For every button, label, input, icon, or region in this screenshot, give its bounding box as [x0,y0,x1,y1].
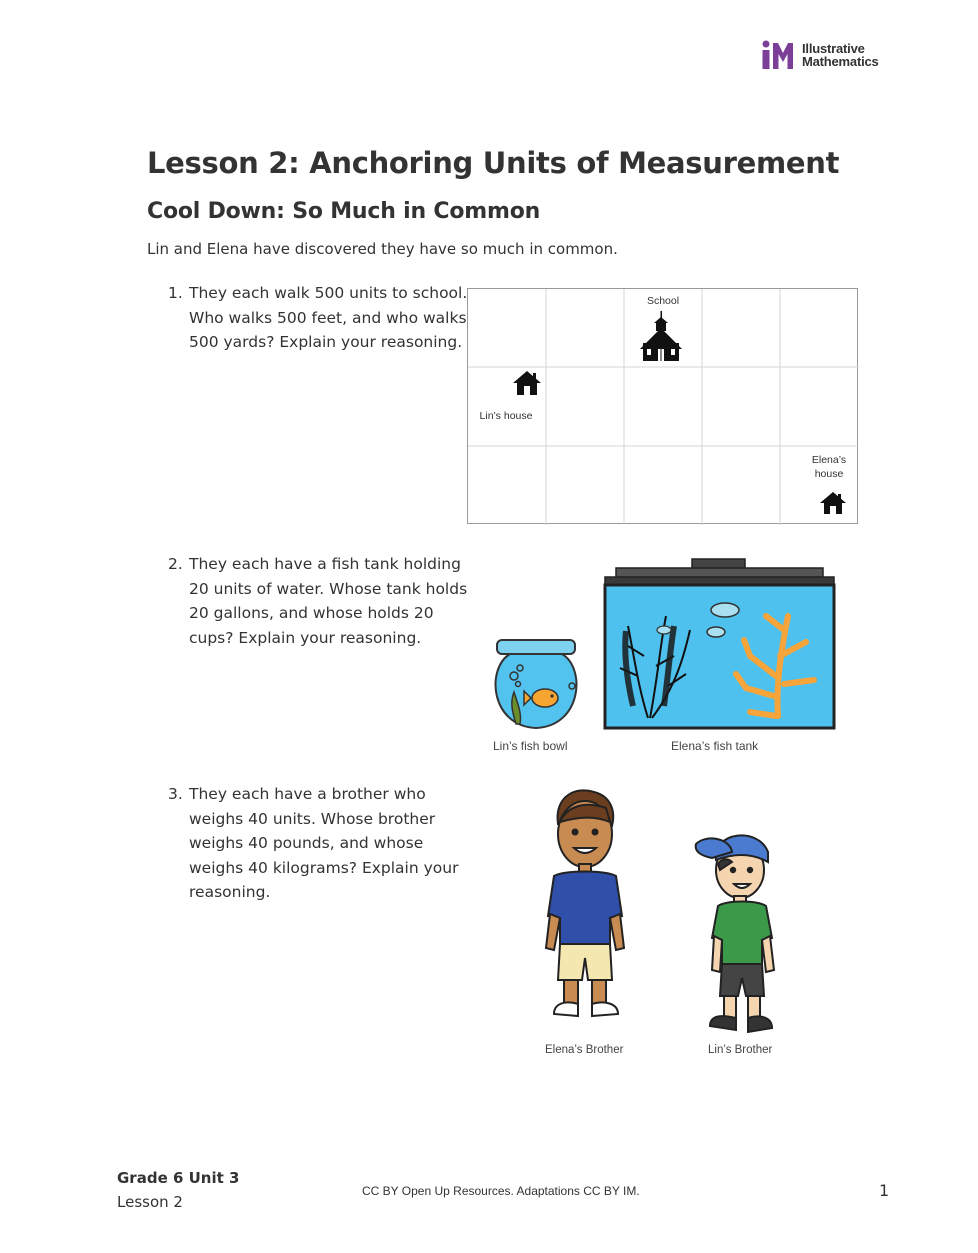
logo-line-2: Mathematics [802,54,879,69]
question-2 [168,552,468,650]
section-title: Cool Down: So Much in Common [147,199,541,224]
im-logo-icon [762,40,796,70]
brothers-figure [536,786,796,1042]
fish-tank-image [605,559,834,728]
intro-text: Lin and Elena have discovered they have so much in common. [147,240,618,258]
fish-figure [488,556,838,736]
footer-grade: Grade 6 Unit 3 [117,1169,240,1187]
lin-brother-caption: Lin’s Brother [708,1044,773,1056]
question-3 [168,782,468,905]
logo-line-1: Illustrative [802,41,865,56]
fish-bowl-caption: Lin’s fish bowl [493,739,568,753]
question-number: 1. [168,284,183,302]
school-label: School [646,295,680,307]
map-grid [467,288,858,524]
lesson-title: Lesson 2: Anchoring Units of Measurement [147,146,840,180]
question-number: 3. [168,785,183,803]
lin-house-label: Lin’s house [479,410,533,422]
fish-bowl-image [496,640,577,728]
fish-tank-caption: Elena’s fish tank [671,739,759,753]
footer-license: CC BY Open Up Resources. Adaptations CC BY IM. [362,1184,640,1198]
page-number: 1 [879,1181,890,1200]
elena-brother-image [546,790,624,1016]
question-text: They each have a brother who weighs 40 units. Whose brother weighs 40 pounds, and whose weighs 40 kilograms? Explain your reasoning. [189,785,459,901]
question-number: 2. [168,555,183,573]
elena-brother-caption: Elena’s Brother [545,1044,624,1056]
school-icon [640,311,682,361]
house-icon [820,492,846,514]
im-logo [762,40,879,70]
lin-brother-image [696,835,774,1032]
elena-house-label: Elena’s house [811,454,847,480]
im-logo-text [802,42,879,68]
question-text: They each walk 500 units to school. Who walks 500 feet, and who walks 500 yards? Explain your reasoning. [189,284,468,351]
footer-lesson: Lesson 2 [117,1193,183,1211]
map-grid-lines [468,289,859,525]
question-1 [168,281,468,355]
house-icon [513,371,541,395]
question-text: They each have a fish tank holding 20 units of water. Whose tank holds 20 gallons, and whose holds 20 cups? Explain your reasoning. [189,555,468,647]
